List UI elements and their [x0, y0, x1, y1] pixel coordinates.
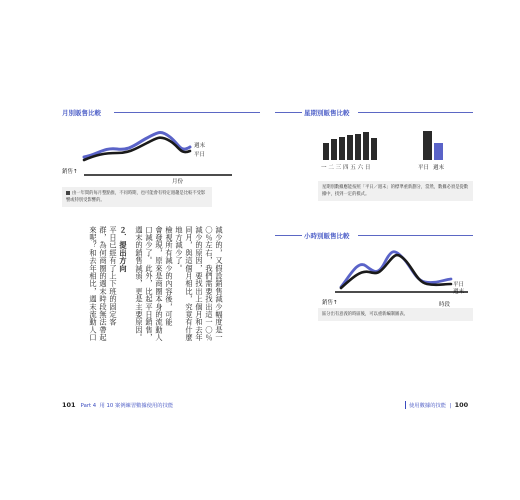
- y-axis-label: 銷售↑: [62, 169, 78, 175]
- label-weekday-hourly: 平日: [453, 282, 465, 288]
- page-number-right: 100: [454, 401, 469, 409]
- day-mon: 一: [321, 165, 329, 171]
- title-rule-right: [358, 112, 473, 113]
- label-weekend-group: 週末: [433, 165, 445, 171]
- section-title-weekly: 星期別販售比較: [304, 109, 350, 117]
- left-page: [62, 95, 260, 413]
- title-rule-right-2: [358, 235, 473, 236]
- day-fri: 五: [350, 165, 358, 171]
- weekly-note: [318, 181, 473, 201]
- body-column: 地方減少了。: [175, 226, 184, 273]
- bar-tue: [331, 139, 337, 160]
- body-column: 減少的，又假設銷售減少幅度是一: [215, 226, 224, 342]
- title-rule-left: [275, 112, 302, 113]
- body-column: 〇％左右，我們需要找出這一〇％: [205, 226, 214, 342]
- body-column: 平日已經有了上下班的固定客: [109, 226, 118, 327]
- body-column: 檢視所有減少的內容後，可能: [165, 226, 174, 327]
- weekly-note-text: 星期別數據應能按照「平日／週末」的標準重新劃分，當然，數據必須是從數據中，找到一定的模式。: [322, 185, 469, 197]
- bar-thu: [347, 135, 353, 160]
- right-page: [275, 95, 473, 413]
- bar-weekend-total: [434, 143, 443, 160]
- body-column: 口減少了。此外，比起平日銷售，: [145, 226, 154, 342]
- chart-note: [62, 187, 212, 207]
- part-label: Part 4: [80, 403, 97, 409]
- hourly-chart: [333, 242, 473, 302]
- section-title-hourly: 小時別販售比較: [304, 232, 350, 240]
- weekday-labels: [321, 163, 372, 171]
- day-tue: 二: [328, 165, 336, 171]
- day-sun: 日: [364, 165, 373, 171]
- bar-wed: [339, 137, 345, 160]
- page-number-left: 101: [62, 401, 76, 409]
- title-rule: [114, 112, 260, 113]
- note-text: 由一年間的每月整點推，不同時期，也可能會有特定週趨是比較不受影響或特別受影響的。: [66, 191, 206, 203]
- day-sat: 六: [357, 165, 365, 171]
- body-column: 同月，與這個月相比，究竟有什麼: [185, 226, 194, 342]
- left-footer: [62, 401, 173, 409]
- subheading: ２．提出方向: [119, 226, 128, 273]
- body-column: 減少的原因，要找出上個月和去年: [195, 226, 204, 342]
- x-axis-label-hourly: 時段: [439, 302, 451, 308]
- label-weekday: 平日: [194, 152, 206, 158]
- right-footer: 使用數據的技能 | 100: [405, 401, 468, 409]
- label-weekend-hourly: 週末: [453, 289, 465, 295]
- body-text: [88, 226, 224, 396]
- bar-sun: [371, 138, 377, 160]
- weekly-bar-chart: [323, 125, 473, 165]
- weekday-bars: [323, 132, 377, 160]
- body-column: 週末的銷售減弱，更是主要原因。: [135, 226, 144, 342]
- body-column: 群，為何商圈的週末時段無法帶起: [99, 226, 108, 342]
- day-wed: 三: [335, 165, 343, 171]
- x-axis-label: 月份: [172, 179, 184, 185]
- bar-mon: [323, 143, 329, 160]
- body-column: 來呢？和去年相比，週末流動人口: [89, 226, 98, 342]
- title-rule-left-2: [275, 235, 302, 236]
- note-bullet-icon: [66, 191, 70, 195]
- chapter-title: 用 10 案例練習數據使用的技能: [99, 403, 174, 409]
- footer-section-label: 使用數據的技能: [409, 403, 447, 409]
- label-weekend: 週末: [194, 143, 206, 149]
- hourly-note-text: 區分出有意義的時區後，可以重新編制圖表。: [322, 312, 408, 317]
- body-column: 會發現，原來是商圈本身的流動人: [155, 226, 164, 342]
- y-axis-label-hourly: 銷售↑: [322, 300, 338, 306]
- label-weekday-group: 平日: [418, 165, 430, 171]
- monthly-chart: [62, 125, 262, 185]
- bar-sat: [363, 132, 369, 160]
- weekend-line: [341, 252, 451, 287]
- day-thu: 四: [342, 165, 351, 171]
- section-title-monthly: 月別販售比較: [62, 109, 101, 117]
- bar-fri: [355, 134, 361, 160]
- hourly-note: [318, 308, 473, 321]
- bar-weekday-total: [423, 131, 432, 160]
